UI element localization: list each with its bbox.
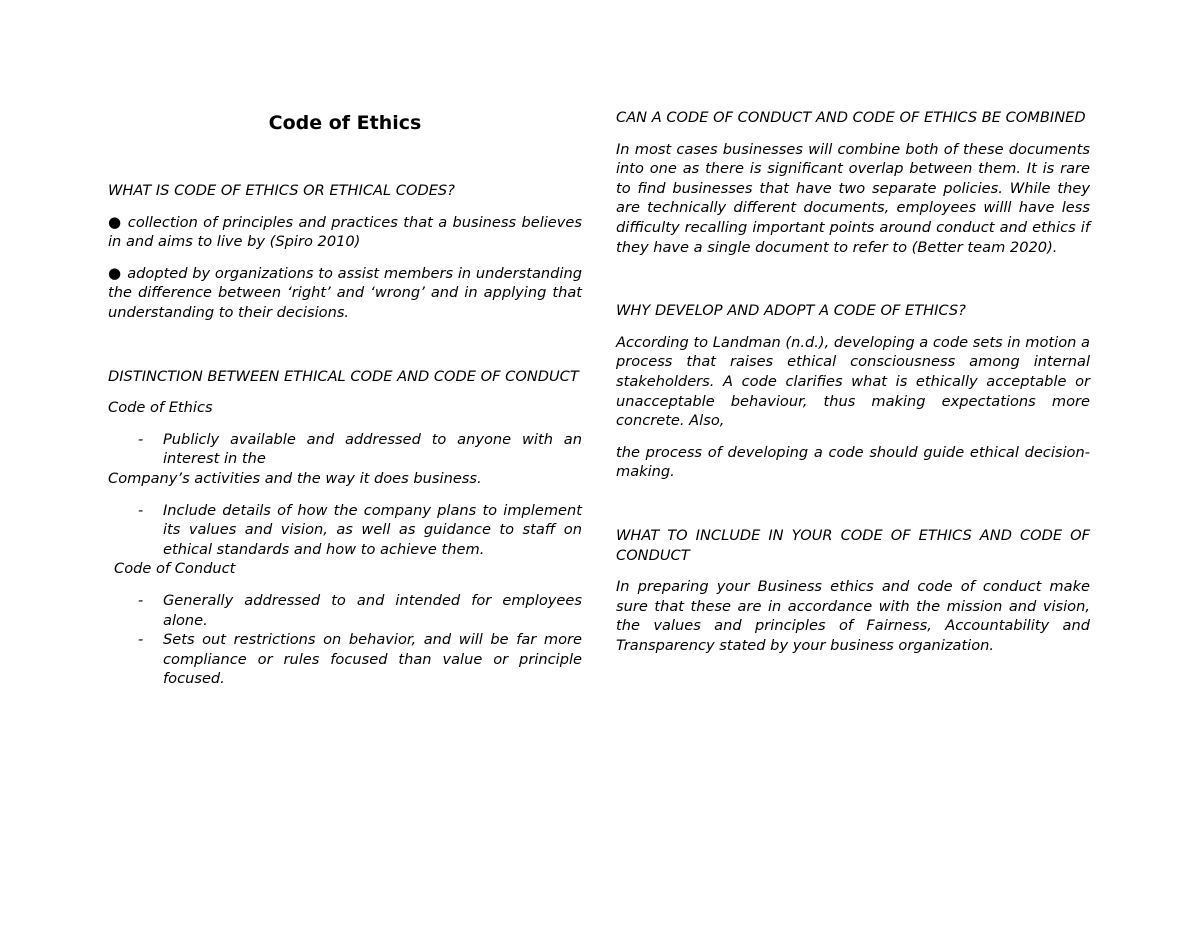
list-item <box>108 591 582 630</box>
list-item-text: Generally addressed to and intended for employees alone. <box>163 591 582 629</box>
dash-marker: - <box>138 631 144 649</box>
code-of-conduct-label: Code of Conduct <box>114 560 236 578</box>
code-of-ethics-label: Code of Ethics <box>108 399 213 417</box>
bullet-text-2: adopted by organizations to assist members in understanding the difference between ‘right’ and ‘wrong’ and in applying that understanding to their decisions. <box>108 264 582 321</box>
ethics-continuation: Company’s activities and the way it does business. <box>108 469 482 487</box>
heading-what-to-include: WHAT TO INCLUDE IN YOUR CODE OF ETHICS AND CODE OF CONDUCT <box>616 526 1090 564</box>
document-title: Code of Ethics <box>268 112 422 134</box>
paragraph-combine: In most cases businesses will combine both of these documents into one as there is significant overlap between them. It is rare to find businesses that have two separate policies. While they are technically different documents, employees willl have less difficulty recalling important points around conduct and ethics if they have a single document to refer to (Better team 2020). <box>616 140 1090 256</box>
list-item-text: Publicly available and addressed to anyone with an interest in the <box>163 430 582 468</box>
bullet-icon: ● <box>108 263 122 282</box>
heading-what-is-code-of-ethics: WHAT IS CODE OF ETHICS OR ETHICAL CODES? <box>108 182 455 199</box>
heading-why-develop: WHY DEVELOP AND ADOPT A CODE OF ETHICS? <box>616 302 966 320</box>
list-item-text: Sets out restrictions on behavior, and will be far more compliance or rules focused than value or principle focused. <box>163 631 582 688</box>
paragraph-what-to-include: In preparing your Business ethics and code of conduct make sure that these are in accordance with the mission and vision, the values and principles of Fairness, Accountability and Transparency stated by your business organization. <box>616 578 1090 654</box>
right-column <box>616 108 1090 655</box>
paragraph-why-develop-a: According to Landman (n.d.), developing a code sets in motion a process that raises ethical consciousness among internal stakeholders. A code clarifies what is ethically acceptable or unacceptable behaviour, thus making expectations more concrete. Also, <box>616 333 1090 430</box>
dash-marker: - <box>138 430 144 448</box>
bullet-text-1: collection of principles and practices that a business believes in and aims to live by (Spiro 2010) <box>108 213 582 251</box>
paragraph-why-develop-b: the process of developing a code should guide ethical decision-making. <box>616 443 1090 481</box>
dash-marker: - <box>138 591 144 609</box>
list-item <box>108 501 582 560</box>
list-item-text: Include details of how the company plans to implement its values and vision, as well as guidance to staff on ethical standards and how to achieve them. <box>163 501 582 558</box>
heading-can-combine: CAN A CODE OF CONDUCT AND CODE OF ETHICS BE COMBINED <box>616 109 1086 126</box>
heading-distinction: DISTINCTION BETWEEN ETHICAL CODE AND CODE OF CONDUCT <box>108 367 579 385</box>
left-column <box>108 108 582 689</box>
ethics-list-1 <box>108 430 582 469</box>
conduct-list <box>108 591 582 689</box>
bullet-item-1 <box>108 213 582 252</box>
list-item <box>108 430 582 469</box>
list-item <box>108 630 582 689</box>
ethics-list-2 <box>108 501 582 560</box>
dash-marker: - <box>138 501 144 519</box>
bullet-icon: ● <box>108 212 122 231</box>
bullet-item-2 <box>108 264 582 323</box>
